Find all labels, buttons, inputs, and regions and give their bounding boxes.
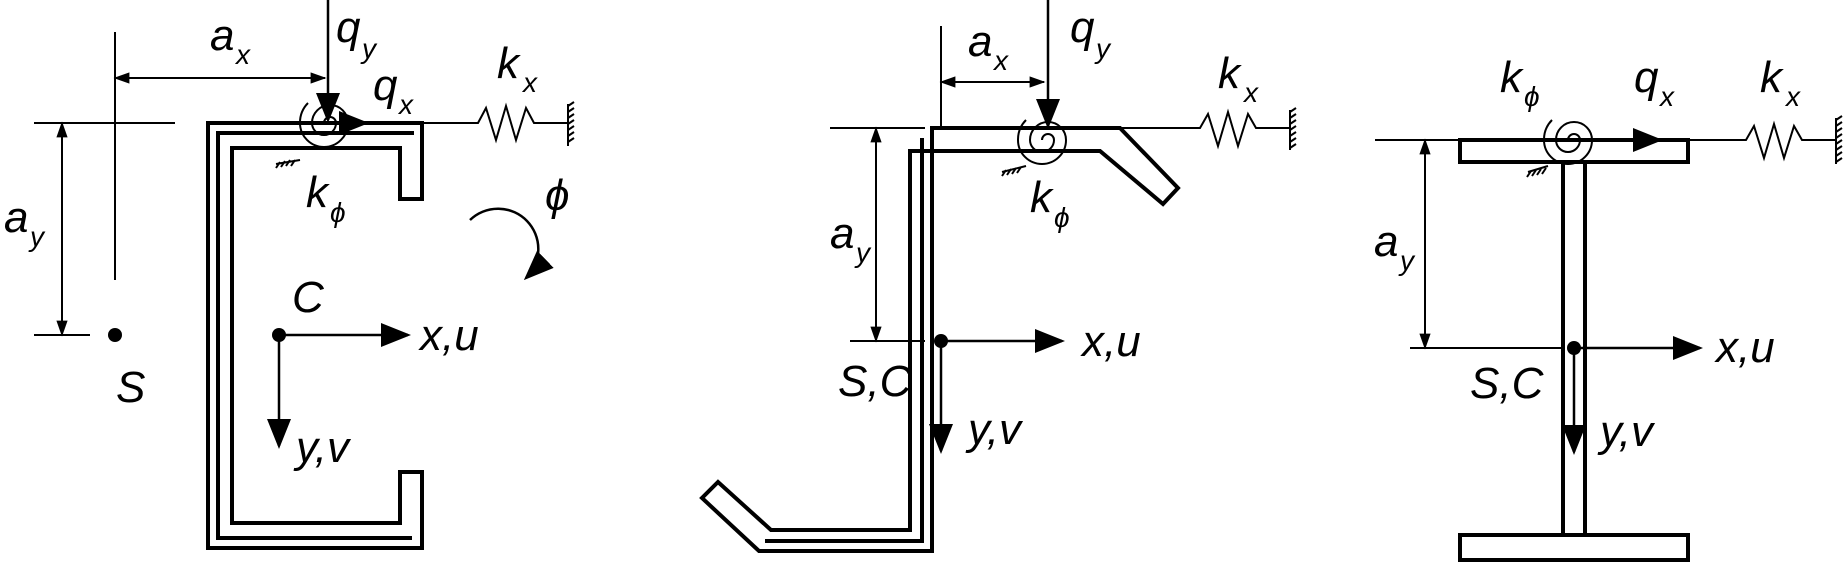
y-axis-label: y,v — [968, 405, 1021, 454]
ay-label: a — [1374, 217, 1399, 266]
centroid-label: C — [292, 273, 324, 322]
kx-sub: x — [1244, 77, 1258, 108]
figure-i-section — [1374, 53, 1842, 560]
k-phi-sub: ϕ — [1054, 202, 1070, 233]
y-axis-label: y,v — [296, 423, 349, 472]
i-bottom-flange — [1460, 535, 1688, 560]
kx-label: k — [1218, 49, 1240, 98]
kx-spring — [1688, 124, 1836, 158]
kx-label: k — [1760, 53, 1782, 102]
kx-sub: x — [1786, 81, 1800, 112]
k-phi-label: k — [1500, 53, 1522, 102]
x-axis-label: x,u — [420, 311, 479, 360]
ax-sub: x — [236, 39, 250, 70]
center-label: S,C — [1470, 359, 1544, 408]
qx-label: q — [1634, 53, 1659, 102]
figure-channel — [4, 0, 574, 548]
ay-sub: y — [856, 237, 870, 268]
qy-sub: y — [362, 33, 376, 64]
k-phi-sub: ϕ — [1524, 81, 1540, 112]
shear-center-point — [108, 328, 122, 342]
kx-label: k — [497, 39, 519, 88]
kx-sub: x — [523, 67, 537, 98]
figure-z-section — [702, 0, 1296, 551]
ax-label: a — [210, 11, 235, 60]
center-label: S,C — [838, 357, 912, 406]
phi-label: ϕ — [545, 171, 570, 220]
ay-label: a — [4, 193, 29, 242]
x-axis-label: x,u — [1716, 323, 1775, 372]
qx-sub: x — [1660, 81, 1674, 112]
qy-label: q — [336, 3, 361, 52]
qy-sub: y — [1096, 33, 1110, 64]
ax-sub: x — [994, 45, 1008, 76]
shear-center-label: S — [116, 363, 146, 412]
qx-label: q — [373, 61, 398, 110]
k-phi-label: k — [1030, 173, 1052, 222]
ay-sub: y — [1400, 245, 1414, 276]
ax-label: a — [968, 17, 993, 66]
k-phi-label: k — [306, 168, 328, 217]
z-section-inner-line — [765, 138, 922, 541]
kx-spring — [414, 106, 568, 140]
ay-label: a — [830, 209, 855, 258]
y-axis-label: y,v — [1600, 407, 1653, 456]
x-axis-label: x,u — [1082, 317, 1141, 366]
k-phi-sub: ϕ — [330, 197, 346, 228]
qx-sub: x — [399, 89, 413, 120]
phi-rotation-arrow — [470, 209, 538, 278]
ay-sub: y — [30, 221, 44, 252]
kx-spring — [1120, 112, 1290, 146]
qy-label: q — [1070, 3, 1095, 52]
